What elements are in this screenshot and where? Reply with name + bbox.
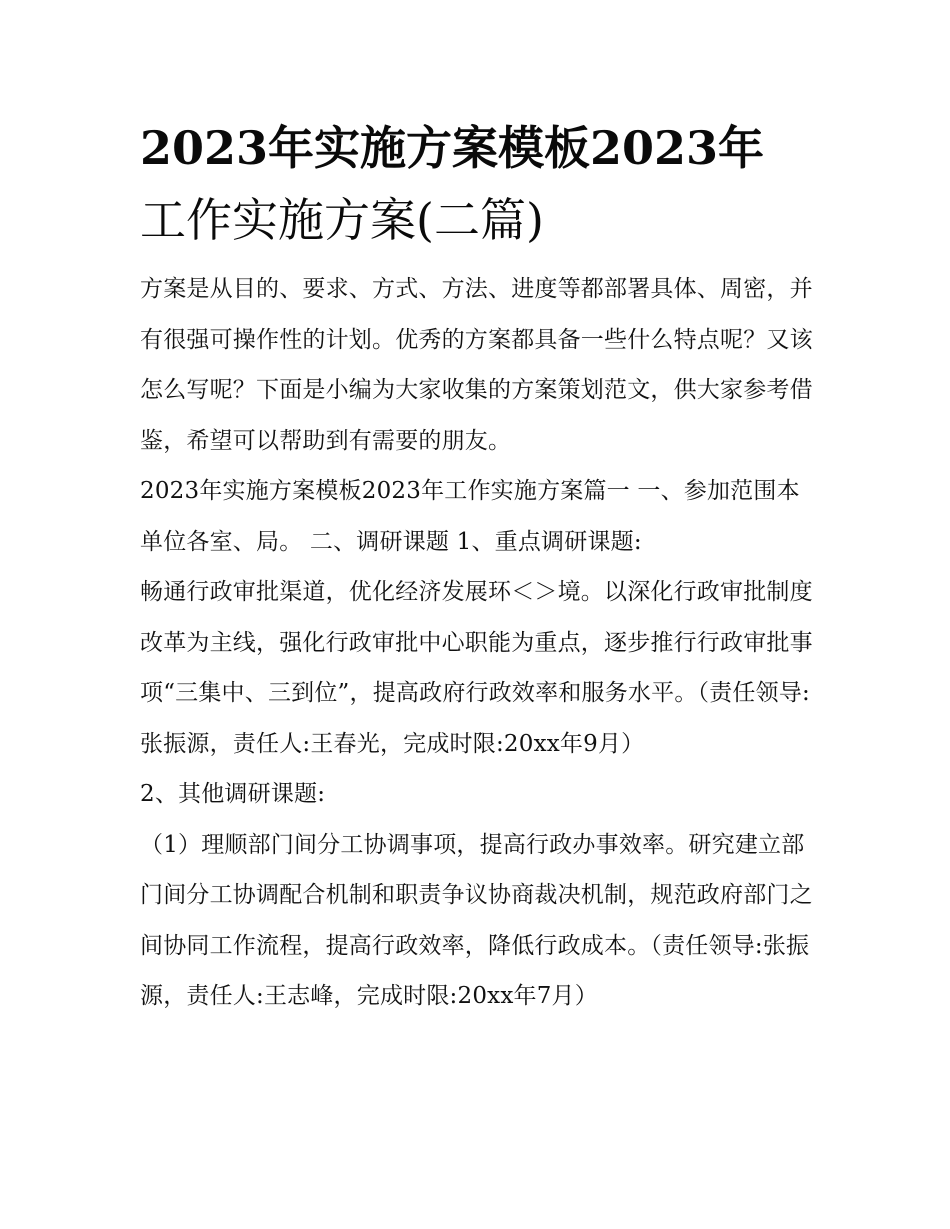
key-topic-paragraph: 畅通行政审批渠道，优化经济发展环＜＞境。以深化行政审批制度改革为主线，强化行政审批中心职能为重点，逐步推行行政审批事项“三集中、三到位”，提高政府行政效率和服务水平。（责任领导:张振源，责任人:王春光，完成时限:20xx年9月） xyxy=(140,579,813,757)
other-topic-1-paragraph: （1）理顺部门间分工协调事项，提高行政办事效率。研究建立部门间分工协调配合机制和职责争议协商裁决机制，规范政府部门之间协同工作流程，提高行政效率，降低行政成本。（责任领导:张振源，责任人:王志峰，完成时限:20xx年7月） xyxy=(140,831,813,1009)
document-page xyxy=(140,112,820,1022)
title-line-1: 2023年实施方案模板2023年 xyxy=(140,121,765,175)
other-topics-heading: 2、其他调研课题: xyxy=(140,781,326,807)
section-heading-paragraph: 2023年实施方案模板2023年工作实施方案篇一 一、参加范围本单位各室、局。 二、调研课题 1、重点调研课题: xyxy=(140,478,800,555)
intro-paragraph: 方案是从目的、要求、方式、方法、进度等都部署具体、周密，并有很强可操作性的计划。优秀的方案都具备一些什么特点呢？又该怎么写呢？下面是小编为大家收集的方案策划范文，供大家参考借鉴，希望可以帮助到有需要的朋友。 xyxy=(140,276,813,454)
document-title xyxy=(140,112,820,256)
title-line-2: 工作实施方案(二篇) xyxy=(140,193,544,247)
